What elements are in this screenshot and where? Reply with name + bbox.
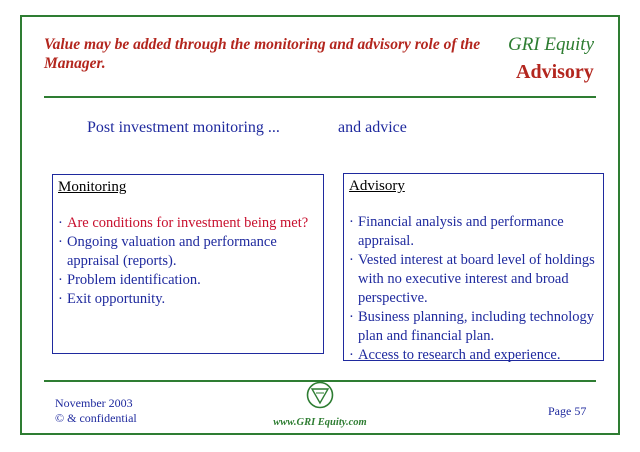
- brand-subtitle: Advisory: [516, 61, 594, 83]
- footer-website: www.GRI Equity.com: [273, 417, 367, 428]
- list-item: · Are conditions for investment being met?: [58, 215, 309, 231]
- footer-info: [55, 396, 137, 426]
- bullet-icon: ·: [349, 214, 354, 230]
- bullet-icon: ·: [58, 272, 63, 288]
- advisory-title: Advisory: [349, 178, 405, 194]
- bullet-icon: ·: [58, 215, 63, 231]
- subheading-advice: and advice: [338, 119, 407, 136]
- footer-confidential: © & confidential: [55, 411, 137, 425]
- gri-logo-icon: [306, 381, 334, 409]
- list-item: · Business planning, including technology plan and financial plan.: [349, 309, 595, 344]
- footer-date: November 2003: [55, 396, 133, 410]
- list-item: · Access to research and experience.: [349, 347, 561, 363]
- bullet-icon: ·: [349, 347, 354, 363]
- list-item: · Ongoing valuation and performance appraisal (reports).: [58, 234, 277, 269]
- page-number: Page 57: [548, 404, 587, 418]
- bullet-icon: ·: [349, 309, 354, 325]
- subheading-monitoring: Post investment monitoring ...: [87, 119, 280, 136]
- monitoring-title: Monitoring: [58, 179, 127, 195]
- slide-tagline: Value may be added through the monitoring and advisory role of the Manager.: [44, 36, 481, 72]
- monitoring-list: [58, 214, 318, 309]
- list-item: · Problem identification.: [58, 272, 201, 288]
- advisory-box: [343, 173, 604, 361]
- monitoring-box: [52, 174, 324, 354]
- list-item: · Financial analysis and performance appraisal.: [349, 214, 564, 249]
- bullet-icon: ·: [58, 291, 63, 307]
- advisory-list: [349, 213, 598, 365]
- bullet-icon: ·: [58, 234, 63, 250]
- list-item: · Exit opportunity.: [58, 291, 166, 307]
- bullet-icon: ·: [349, 252, 354, 268]
- top-divider: [44, 96, 596, 98]
- brand-name: GRI Equity: [508, 34, 595, 55]
- list-item: · Vested interest at board level of holdings with no executive interest and broad perspective.: [349, 252, 595, 306]
